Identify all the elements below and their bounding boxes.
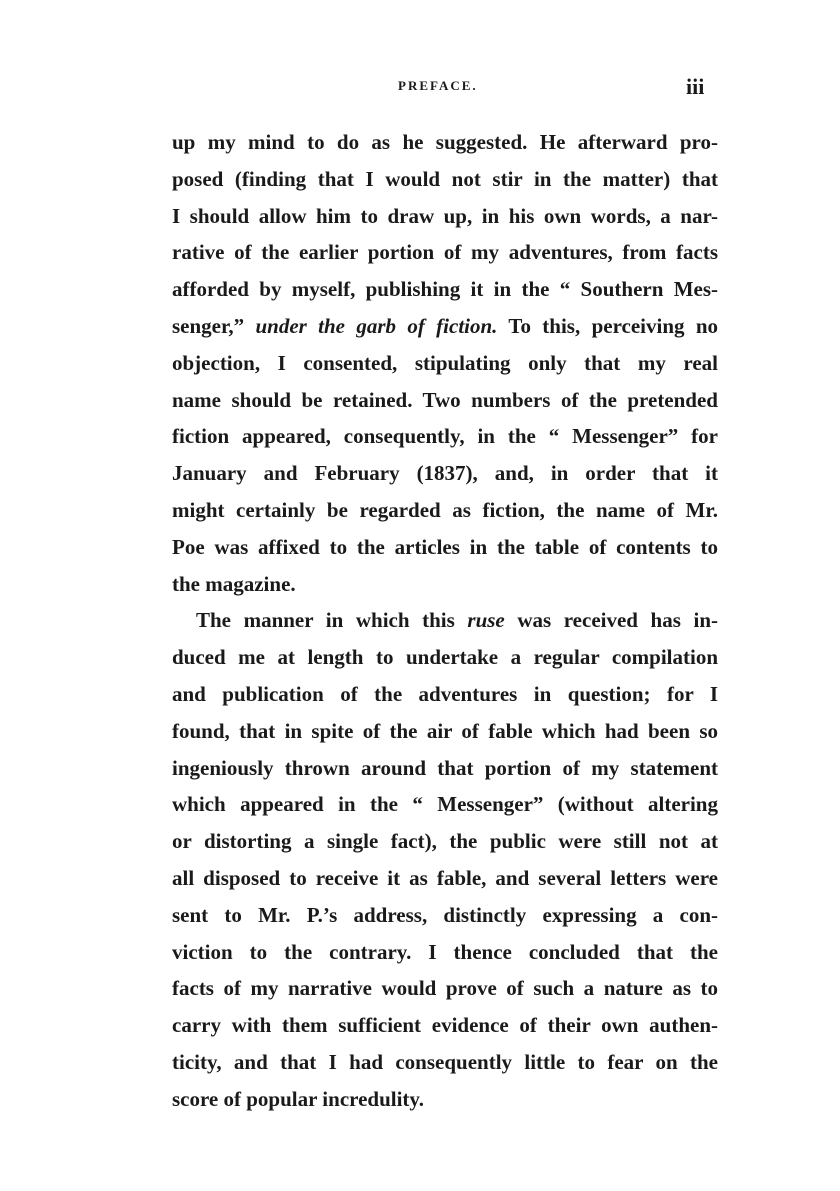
paragraph-1-line-2: posed (finding that I would not stir in the matter) that — [172, 166, 718, 191]
paragraph-1-line-7: objection, I consented, stipulating only that my real — [172, 350, 718, 375]
body-text — [172, 124, 718, 1118]
italic-ruse: ruse — [467, 608, 505, 633]
paragraph-2-line-9: sent to Mr. P.’s address, distinctly expressing a con- — [172, 902, 718, 927]
paragraph-2-line-11: facts of my narrative would prove of such a nature as to — [172, 976, 718, 1001]
line-6-start: senger,” — [172, 313, 245, 338]
paragraph-2-line-3: and publication of the adventures in question; for I — [172, 681, 718, 706]
paragraph-2-line-13: ticity, and that I had consequently little to fear on the — [172, 1049, 718, 1074]
paragraph-2-line-14: score of popular incredulity. — [172, 1086, 425, 1111]
paragraph-1-line-10: January and February (1837), and, in order that it — [172, 461, 718, 486]
italic-phrase: under the garb of fiction. — [255, 313, 498, 338]
paragraph-1-line-6 — [172, 308, 718, 345]
paragraph-1-line-4: rative of the earlier portion of my adventures, from facts — [172, 240, 718, 265]
running-title: PREFACE. — [398, 78, 478, 93]
paragraph-2-line-1 — [172, 602, 718, 639]
line-6-end: To this, perceiving no — [508, 313, 719, 338]
paragraph-1-line-12: Poe was affixed to the articles in the table of contents to — [172, 534, 718, 559]
paragraph-2-line-4: found, that in spite of the air of fable which had been so — [172, 718, 718, 743]
paragraph-2-line-7: or distorting a single fact), the public were still not at — [172, 829, 718, 854]
page-number: iii — [686, 74, 705, 99]
paragraph-1-line-11: might certainly be regarded as fiction, the name of Mr. — [172, 497, 718, 522]
paragraph-1-line-9: fiction appeared, consequently, in the “ Messenger” for — [172, 424, 718, 449]
paragraph-2-line-6: which appeared in the “ Messenger” (without altering — [172, 792, 718, 817]
paragraph-2-line-8: all disposed to receive it as fable, and several letters were — [172, 865, 718, 890]
paragraph-2-line-12: carry with them sufficient evidence of their own authen- — [172, 1013, 718, 1038]
paragraph-1-line-5: afforded by myself, publishing it in the “ Southern Mes- — [172, 277, 718, 302]
paragraph-1-line-13: the magazine. — [172, 571, 296, 596]
line-1-end: was received has in- — [517, 608, 718, 633]
paragraph-2-line-2: duced me at length to undertake a regular compilation — [172, 645, 718, 670]
paragraph-1-line-3: I should allow him to draw up, in his own words, a nar- — [172, 203, 718, 228]
paragraph-2-line-10: viction to the contrary. I thence concluded that the — [172, 939, 718, 964]
paragraph-1-line-1: up my mind to do as he suggested. He afterward pro- — [172, 130, 718, 154]
paragraph-2-line-5: ingeniously thrown around that portion of my statement — [172, 755, 718, 780]
line-1-start: The manner in which this — [196, 608, 455, 633]
paragraph-1-line-8: name should be retained. Two numbers of the pretended — [172, 387, 718, 412]
